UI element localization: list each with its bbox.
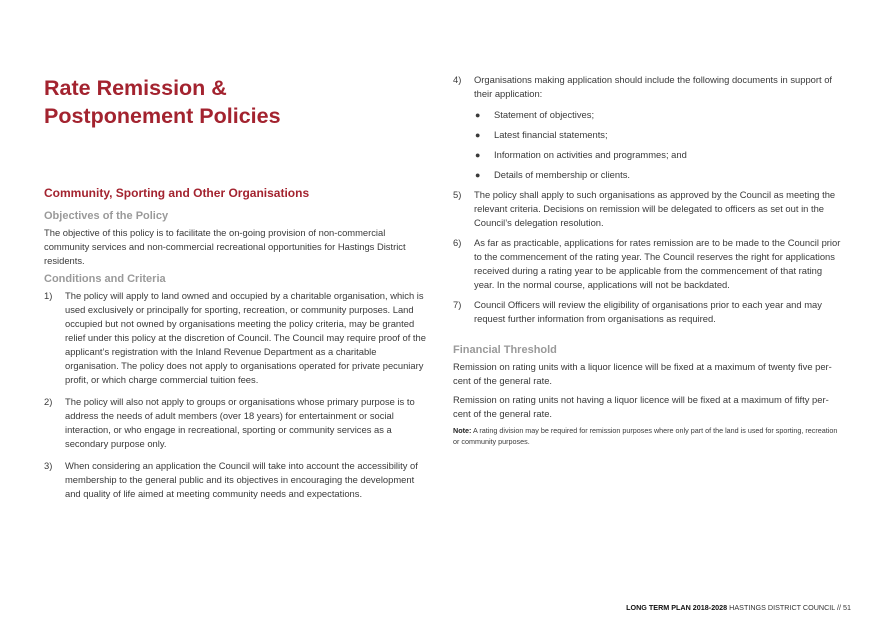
item-text: The policy shall apply to such organisations as approved by the Council as meeting the relevant criteria. Decisions on remission will be delegated to officers as set out in the Council’s delegation resolution. [474,189,836,228]
bullet-text: Details of membership or clients. [494,169,630,180]
title-line-2: Postponement Policies [44,104,281,128]
item-number: 6) [453,237,462,248]
item-text: The policy will also not apply to groups or organisations whose primary purpose is to address the needs of adult members (over 18 years) for entertainment or social interaction, or who engage in recreational, sporting or community services as a secondary purpose only. [65,396,415,449]
item-text: Council Officers will review the eligibility of organisations prior to each year and may request further information from organisations as required. [474,299,822,324]
title-line-1: Rate Remission & [44,76,227,100]
financial-threshold-block [453,343,845,447]
item-number: 1) [44,290,53,301]
financial-note [453,426,845,447]
bullet-item [453,108,845,122]
financial-paragraph-2: Remission on rating units not having a liquor licence will be fixed at a maximum of fifty per-cent of the general rate. [453,394,829,419]
financial-heading: Financial Threshold [453,344,557,356]
bullet-text: Statement of objectives; [494,109,595,120]
footer-plan-label: LONG TERM PLAN 2018-2028 [626,603,728,612]
item-number: 4) [453,74,462,85]
item-number: 7) [453,299,462,310]
conditions-heading: Conditions and Criteria [44,273,166,285]
item-text: The policy will apply to land owned and occupied by a charitable organisation, which is used exclusively or principally for sporting, recreation, or community purposes. Land occupied but not owned by organisations meeting the policy criteria, may be granted relief under this policy at the discretion of Council. The Council may require proof of the applicant’s registration with the Inland Revenue Department as a charitable organisation. The policy does not apply to organisations operated for private pecuniary profit, or which charge commercial tuition fees. [65,290,426,385]
page-footer [626,603,851,612]
bullet-item [453,168,845,182]
footer-council-page: HASTINGS DISTRICT COUNCIL // 51 [727,603,851,612]
item-text: When considering an application the Council will take into account the accessibility of membership to the general public and its objectives in encouraging the development and quality of life aimed at meeting community needs and expectations. [65,460,418,499]
page-title [44,74,344,130]
bullet-text: Latest financial statements; [494,129,608,140]
list-item [44,459,432,501]
list-item [44,395,432,451]
conditions-block [44,272,432,501]
requirements-list-continued [453,188,845,326]
list-item [44,289,432,387]
bullet-icon: ● [475,130,481,140]
bullet-icon: ● [475,150,481,160]
requirements-list [453,73,845,101]
note-text: A rating division may be required for remission purposes where only part of the land is used for sporting, recreation or community purposes. [453,426,838,446]
item-number: 5) [453,189,462,200]
financial-paragraph-1: Remission on rating units with a liquor licence will be fixed at a maximum of twenty five per-cent of the general rate. [453,361,832,386]
bullet-item [453,148,845,162]
right-column [453,73,845,447]
bullet-icon: ● [475,170,481,180]
list-item [453,73,845,101]
list-item [453,188,845,230]
objectives-text: The objective of this policy is to facilitate the on-going provision of non-commercial community services and non-commercial recreational opportunities for Hastings District residents. [44,227,406,266]
conditions-list [44,289,432,501]
list-item [453,236,845,292]
left-column [44,74,432,499]
bullet-icon: ● [475,110,481,120]
objectives-block [44,209,432,268]
note-label: Note: [453,426,472,435]
section-heading: Community, Sporting and Other Organisations [44,186,310,200]
bullet-item [453,128,845,142]
list-item [453,298,845,326]
bullet-text: Information on activities and programmes; and [494,149,687,160]
documents-bullet-list [453,108,845,182]
item-number: 2) [44,396,53,407]
item-number: 3) [44,460,53,471]
item-text: As far as practicable, applications for rates remission are to be made to the Council prior to the commencement of the rating year. The Council reserves the right for applications received during a rating year to be applicable from the commencement of that rating year. In the normal course, applications will not be backdated. [474,237,841,290]
item-text: Organisations making application should include the following documents in support of their application: [474,74,833,99]
objectives-heading: Objectives of the Policy [44,210,169,222]
